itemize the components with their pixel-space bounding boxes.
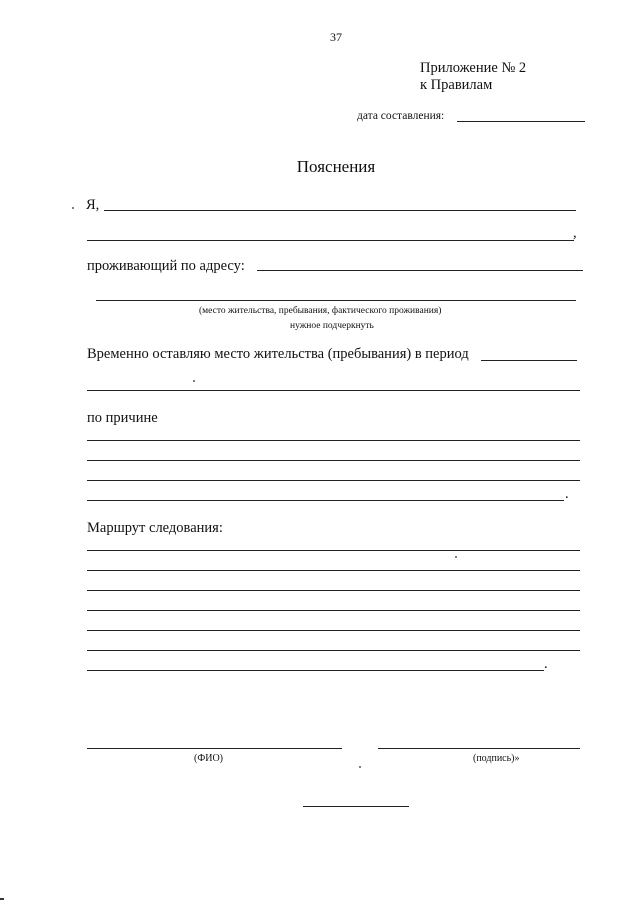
page-number: 37 bbox=[330, 30, 342, 44]
route-line-6[interactable] bbox=[87, 650, 580, 651]
document-title: Пояснения bbox=[296, 157, 376, 176]
route-line-3[interactable] bbox=[87, 590, 580, 591]
name-field-line-1[interactable] bbox=[104, 210, 576, 211]
address-field-line-2[interactable] bbox=[96, 300, 576, 301]
reason-line-1[interactable] bbox=[87, 440, 580, 441]
reason-line-3[interactable] bbox=[87, 480, 580, 481]
reason-label: по причине bbox=[87, 410, 158, 426]
address-hint: (место жительства, пребывания, фактического проживания) bbox=[199, 306, 442, 316]
route-period: . bbox=[544, 656, 548, 672]
route-line-1[interactable] bbox=[87, 550, 580, 551]
signature-field[interactable] bbox=[378, 748, 580, 749]
underline-hint: нужное подчеркнуть bbox=[290, 321, 374, 331]
fio-field[interactable] bbox=[87, 748, 342, 749]
appendix-rules: к Правилам bbox=[420, 77, 493, 93]
route-line-4[interactable] bbox=[87, 610, 580, 611]
appendix-header bbox=[420, 60, 526, 94]
route-line-2[interactable] bbox=[87, 570, 580, 571]
name-field-line-2[interactable] bbox=[87, 240, 574, 241]
route-line-5[interactable] bbox=[87, 630, 580, 631]
period-field-line-2[interactable] bbox=[87, 390, 580, 391]
i-label: Я, bbox=[86, 197, 100, 213]
speck bbox=[193, 380, 195, 382]
fio-caption: (ФИО) bbox=[194, 753, 224, 764]
date-field[interactable] bbox=[457, 121, 585, 122]
speck bbox=[455, 556, 457, 558]
reason-line-4[interactable] bbox=[87, 500, 564, 501]
date-label: дата составления: bbox=[357, 110, 445, 122]
leave-text: Временно оставляю место жительства (пребывания) в период bbox=[87, 346, 469, 362]
reason-line-2[interactable] bbox=[87, 460, 580, 461]
signature-caption: (подпись)» bbox=[473, 753, 520, 764]
speck bbox=[359, 766, 361, 768]
bottom-separator bbox=[303, 806, 409, 807]
appendix-number: Приложение № 2 bbox=[420, 60, 527, 76]
scan-edge-mark bbox=[0, 898, 4, 900]
reason-period: . bbox=[565, 486, 569, 502]
route-line-7[interactable] bbox=[87, 670, 544, 671]
scan-mark bbox=[72, 207, 74, 209]
period-field[interactable] bbox=[481, 360, 577, 361]
address-field-line-1[interactable] bbox=[257, 270, 583, 271]
comma-mark: , bbox=[573, 225, 577, 241]
route-label: Маршрут следования: bbox=[87, 520, 223, 536]
address-label: проживающий по адресу: bbox=[87, 258, 245, 274]
